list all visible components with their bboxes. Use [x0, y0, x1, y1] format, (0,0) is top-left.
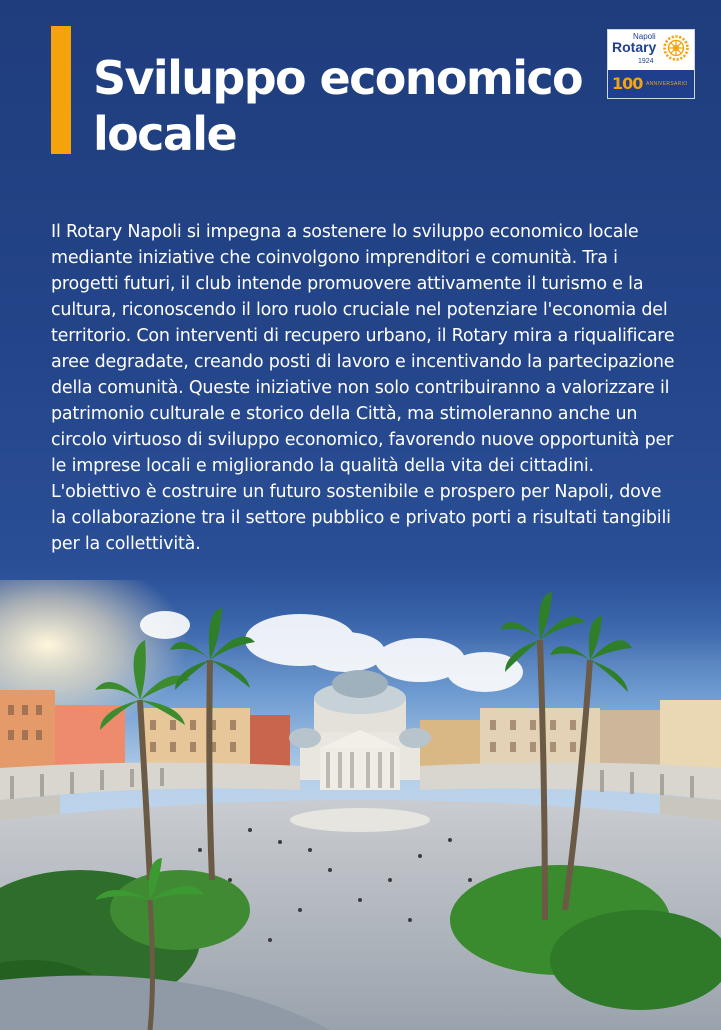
- logo-city: Napoli: [633, 32, 656, 41]
- page-title: Sviluppo economico locale: [93, 51, 583, 161]
- body-paragraph: Il Rotary Napoli si impegna a sostenere lo sviluppo economico locale mediante iniziative che coinvolgono imprenditori e comunità. Tra i progetti futuri, il club intende promuovere attivamente il turismo e la cultura, riconoscendo il loro ruolo cruciale nel potenziare l'economia del territorio. Con interventi di recupero urbano, il Rotary mira a riqualificare aree degradate, creando posti di lavoro e incentivando la partecipazione della comunità. Queste iniziative non solo contribuiranno a valorizzare il patrimonio culturale e storico della Città, ma stimoleranno anche un circolo virtuoso di sviluppo economico, favorendo nuove opportunità per le imprese locali e migliorando la qualità della vita dei cittadini. L'obiettivo è costruire un futuro sostenibile e prospero per Napoli, dove la collaborazione tra il settore pubblico e privato porti a risultati tangibili per la collettività.: [51, 222, 675, 554]
- anniversary-number: 100: [612, 74, 643, 93]
- logo-name: Rotary: [612, 39, 657, 55]
- rotary-wheel-icon: [662, 34, 690, 62]
- anniversary-label: ANNIVERSARIO: [646, 81, 688, 87]
- naples-piazza-illustration: [0, 580, 721, 1030]
- title-accent-bar: [51, 26, 71, 154]
- logo-top: [608, 30, 694, 70]
- logo-year: 1924: [638, 58, 654, 65]
- rotary-logo: [607, 29, 695, 99]
- logo-anniversary-band: [608, 70, 694, 98]
